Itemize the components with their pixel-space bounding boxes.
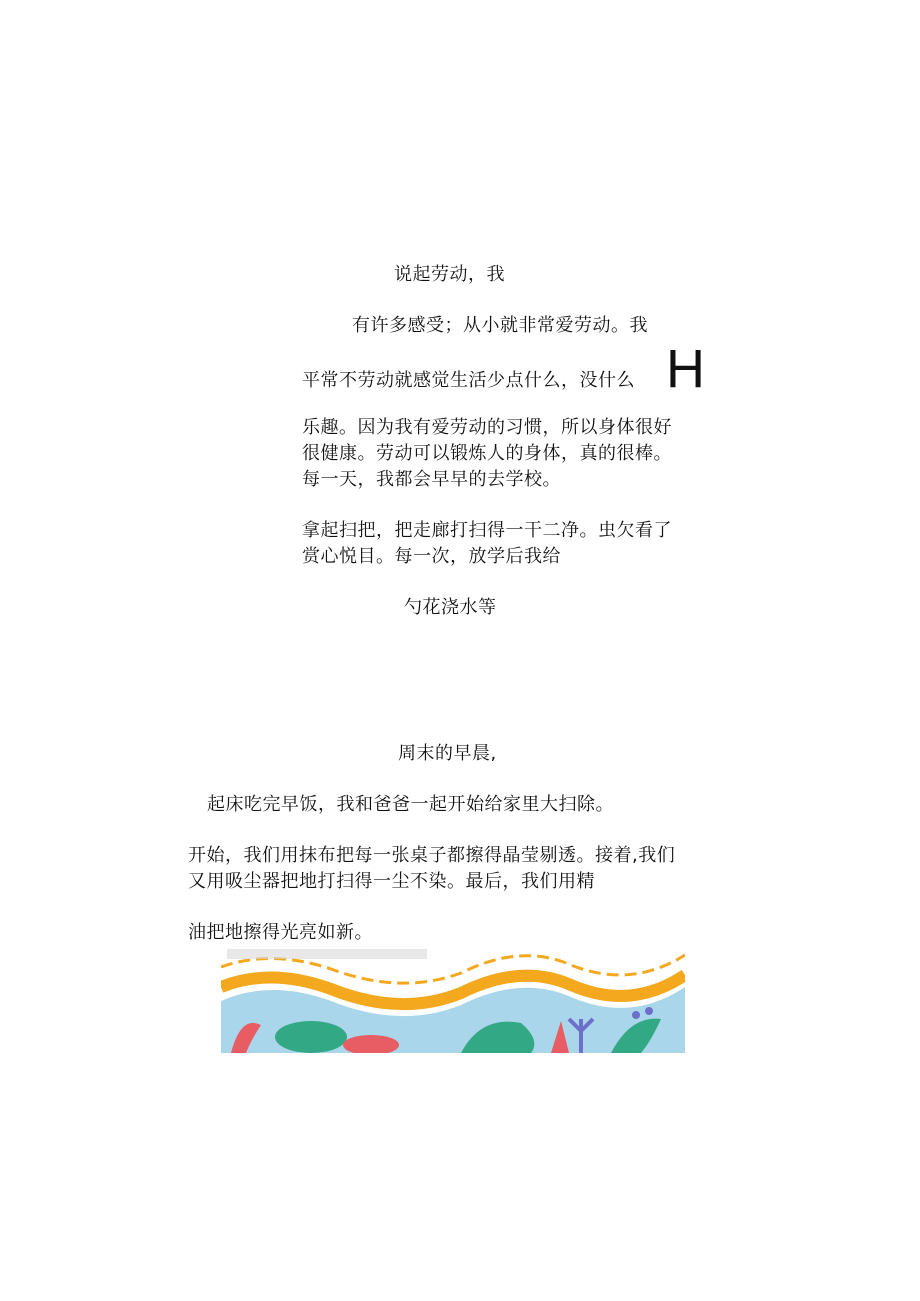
paragraph-line: 油把地擦得光亮如新。 [188, 922, 373, 943]
paragraph-line: 乐趣。因为我有爱劳动的习惯，所以身体很好 [302, 417, 672, 438]
paragraph-line: 周末的早晨, [398, 743, 497, 764]
paragraph-line: 很健康。劳动可以锻炼人的身体，真的很棒。 [302, 443, 672, 464]
paragraph-line: 每一天，我都会早早的去学校。 [302, 469, 561, 490]
paragraph-line: 有许多感受；从小就非常爱劳动。我 [352, 315, 648, 336]
paragraph-line: 平常不劳动就感觉生活少点什么，没什么 [302, 370, 635, 391]
decorative-illustration [221, 945, 685, 1053]
paragraph-line: 开始，我们用抹布把每一张桌子都擦得晶莹剔透。接着,我们 [188, 845, 676, 866]
paragraph-line: 说起劳动，我 [394, 264, 505, 285]
paragraph-line: 拿起扫把，把走廊打扫得一干二净。虫欠看了 [302, 520, 672, 541]
ocr-glyph-h: H [666, 339, 705, 399]
paragraph-line: 赏心悦目。每一次，放学后我给 [302, 546, 561, 567]
paragraph-line: 又用吸尘器把地打扫得一尘不染。最后，我们用精 [188, 871, 595, 892]
paragraph-line: 起床吃完早饭，我和爸爸一起开始给家里大扫除。 [207, 794, 614, 815]
paragraph-line: 勺花浇水等 [404, 597, 497, 618]
